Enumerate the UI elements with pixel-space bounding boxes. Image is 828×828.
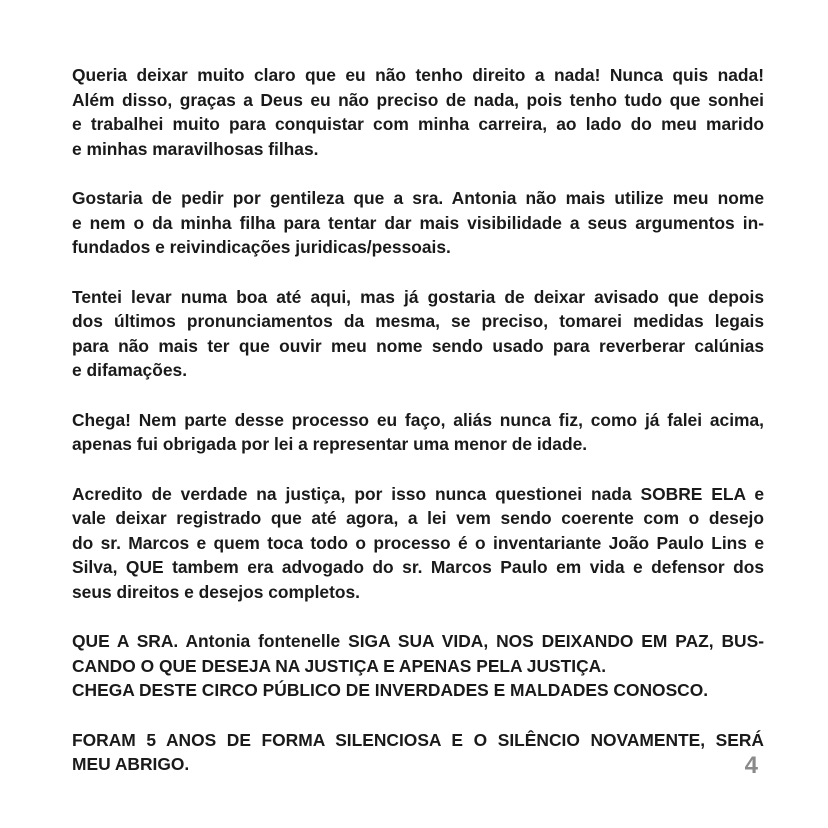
text-line: fundados e reivindicações juridicas/pessoais. — [72, 237, 451, 257]
text-line: Silva, QUE tambem era advogado do sr. Marcos Paulo em vida e defensor dos — [72, 557, 764, 577]
text-line: MEU ABRIGO. — [72, 754, 190, 774]
text-line: CHEGA DESTE CIRCO PÚBLICO DE INVERDADES E MALDADES CONOSCO. — [72, 680, 709, 700]
text-line: CANDO O QUE DESEJA NA JUSTIÇA E APENAS PELA JUSTIÇA. — [72, 655, 607, 676]
text-line: Além disso, graças a Deus eu não preciso de nada, pois tenho tudo que sonhei — [72, 89, 764, 110]
text-line: Gostaria de pedir por gentileza que a sra. Antonia não mais utilize meu nome — [72, 188, 764, 208]
text-line: apenas fui obrigada por lei a representar uma menor de idade. — [72, 434, 588, 454]
text-line: e minhas maravilhosas filhas. — [72, 138, 319, 159]
paragraph-1 — [72, 63, 764, 161]
text-line: vale deixar registrado que até agora, a lei vem sendo coerente com o desejo — [72, 508, 764, 528]
text-line: dos últimos pronunciamentos da mesma, se preciso, tomarei medidas legais — [72, 311, 764, 331]
text-line: Queria deixar muito claro que eu não tenho direito a nada! Nunca quis nada! — [72, 65, 764, 85]
document-body — [72, 63, 764, 802]
paragraph-5 — [72, 482, 764, 605]
text-line: QUE A SRA. Antonia fontenelle SIGA SUA VIDA, NOS DEIXANDO EM PAZ, BUS- — [72, 631, 764, 651]
paragraph-6 — [72, 629, 764, 703]
paragraph-7 — [72, 728, 764, 777]
text-line: Acredito de verdade na justiça, por isso nunca questionei nada SOBRE ELA e — [72, 483, 764, 504]
paragraph-2 — [72, 186, 764, 260]
text-line: para não mais ter que ouvir meu nome sendo usado para reverberar calúnias — [72, 335, 764, 356]
paragraph-4 — [72, 408, 764, 457]
text-line: e nem o da minha filha para tentar dar mais visibilidade a seus argumentos in- — [72, 212, 764, 233]
text-line: e difamações. — [72, 360, 188, 380]
paragraph-3 — [72, 285, 764, 383]
text-line: Tentei levar numa boa até aqui, mas já gostaria de deixar avisado que depois — [72, 286, 764, 307]
text-line: FORAM 5 ANOS DE FORMA SILENCIOSA E O SILÊNCIO NOVAMENTE, SERÁ — [72, 729, 764, 750]
text-line: do sr. Marcos e quem toca todo o processo é o inventariante João Paulo Lins e — [72, 532, 764, 553]
text-line: seus direitos e desejos completos. — [72, 581, 361, 602]
text-line: Chega! Nem parte desse processo eu faço, aliás nunca fiz, como já falei acima, — [72, 409, 764, 430]
text-line: e trabalhei muito para conquistar com minha carreira, ao lado do meu marido — [72, 114, 764, 134]
page-number: 4 — [744, 752, 758, 779]
